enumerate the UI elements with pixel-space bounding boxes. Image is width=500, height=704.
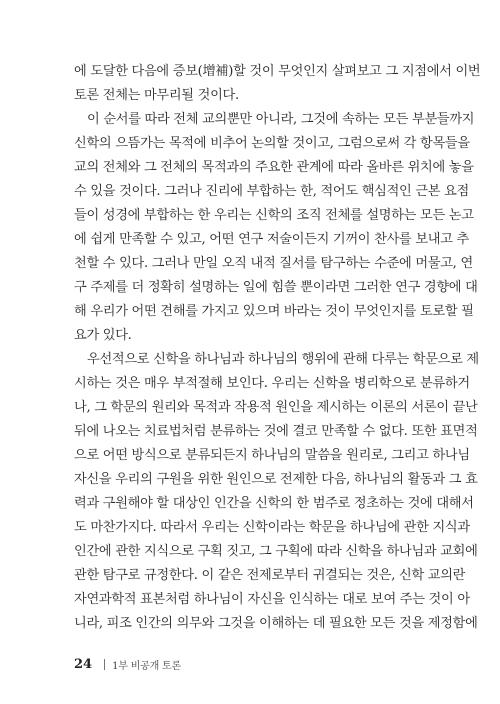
text-line: 교의 전체와 그 전체의 목적과의 주요한 관계에 따라 올바른 위치에 놓을 — [74, 160, 474, 175]
text-line: 인간에 관한 지식으로 구획 짓고, 그 구획에 따라 신학을 하나님과 교회에 — [74, 544, 478, 559]
text-line: 력과 구원해야 할 대상인 인간을 신학의 한 범주로 정초하는 것에 대해서 — [74, 496, 474, 511]
text-line: 우선적으로 신학을 하나님과 하나님의 행위에 관해 다루는 학문으로 제 — [87, 352, 479, 367]
paragraph-1 — [74, 60, 481, 108]
text-line: 에 도달한 다음에 증보(增補)할 것이 무엇인지 살펴보고 그 지점에서 이번 — [74, 64, 481, 79]
text-line: 관한 탐구로 규정한다. 이 같은 전제로부터 귀결되는 것은, 신학 교의란 — [74, 568, 466, 583]
text-line: 니라, 피조 인간의 의무와 그것을 이해하는 데 필요한 모든 것을 제정함에 — [74, 616, 478, 631]
text-line: 자연과학적 표본처럼 하나님이 자신을 인식하는 대로 보여 주는 것이 아 — [74, 592, 470, 607]
text-line: 으로 어떤 방식으로 분류되든지 하나님의 말씀을 원리로, 그리고 하나님 — [74, 448, 470, 463]
text-line: 해 우리가 어떤 견해를 가지고 있으며 바라는 것이 무엇인지를 토로할 필 — [74, 304, 474, 319]
text-line: 천할 수 있다. 그러나 만일 오직 내적 질서를 탐구하는 수준에 머물고, 연 — [74, 256, 473, 271]
text-line: 에 쉽게 만족할 수 있고, 어떤 연구 저술이든지 기꺼이 찬사를 보내고 추 — [74, 232, 469, 247]
paragraph-3 — [74, 348, 479, 636]
footer-divider — [104, 659, 105, 670]
text-line: 이 순서를 따라 전체 교의뿐만 아니라, 그것에 속하는 모든 부분들까지 — [87, 112, 475, 127]
text-line: 자신을 우리의 구원을 위한 원인으로 전제한 다음, 하나님의 활동과 그 효 — [74, 472, 478, 487]
text-line: 시하는 것은 매우 부적절해 보인다. 우리는 신학을 병리학으로 분류하거 — [74, 376, 470, 391]
text-line: 신학의 으뜸가는 목적에 비추어 논의할 것이고, 그럼으로써 각 항목들을 — [74, 136, 470, 151]
text-line: 요가 있다. — [74, 328, 132, 343]
text-line: 구 주제를 더 정확히 설명하는 일에 힘쓸 뿐이라면 그러한 연구 경향에 대 — [74, 280, 478, 295]
body-text — [74, 60, 481, 636]
text-line: 토론 전체는 마무리될 것이다. — [74, 88, 239, 103]
text-line: 도 마찬가지다. 따라서 우리는 신학이라는 학문을 하나님에 관한 지식과 — [74, 520, 470, 535]
text-line: 나, 그 학문의 원리와 목적과 작용적 원인을 제시하는 이론의 서론이 끝난 — [74, 400, 478, 415]
page-number: 24 — [74, 656, 93, 672]
text-line: 수 있을 것이다. 그러나 진리에 부합하는 한, 적어도 핵심적인 근본 요점 — [74, 184, 469, 199]
text-line: 뒤에 나오는 치료법처럼 분류하는 것에 결코 만족할 수 없다. 또한 표면적 — [74, 424, 478, 439]
page-footer — [74, 654, 181, 674]
text-line: 들이 성경에 부합하는 한 우리는 신학의 조직 전체를 설명하는 모든 논고 — [74, 208, 474, 223]
paragraph-2 — [74, 108, 478, 348]
running-head: 1부 비공개 토론 — [112, 660, 181, 672]
